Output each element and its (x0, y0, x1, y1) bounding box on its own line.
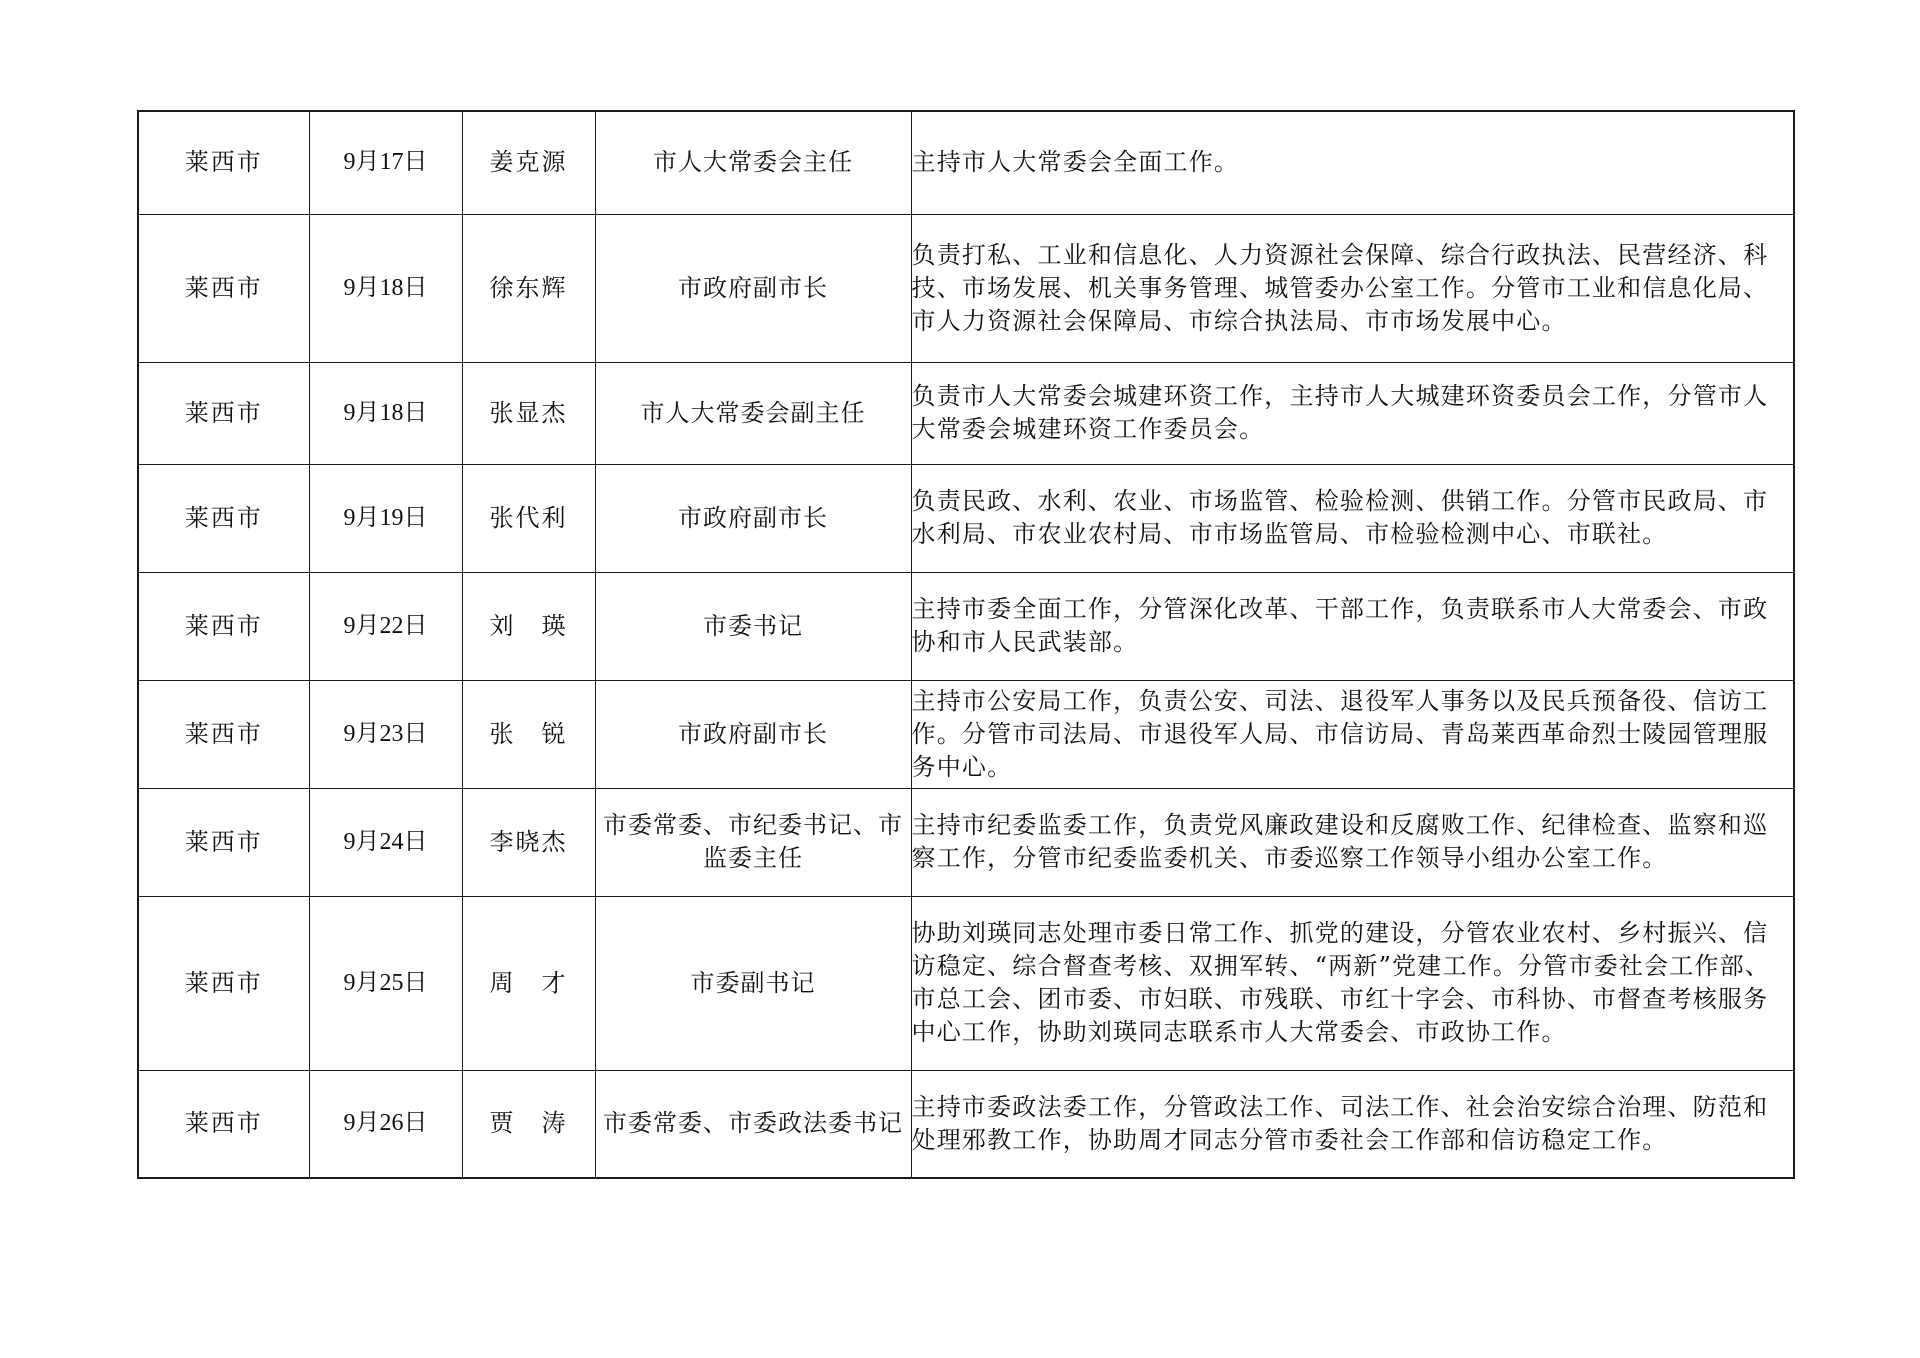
post-cell: 市委常委、市委政法委书记 (595, 1070, 911, 1178)
city-cell: 莱西市 (138, 680, 309, 788)
duties-cell: 协助刘瑛同志处理市委日常工作、抓党的建设，分管农业农村、乡村振兴、信访稳定、综合督查考核、双拥军转、“两新”党建工作。分管市委社会工作部、市总工会、团市委、市妇联、市残联、市红十字会、市科协、市督查考核服务中心工作，协助刘瑛同志联系市人大常委会、市政协工作。 (911, 896, 1794, 1070)
date-cell: 9月24日 (309, 788, 462, 896)
city-cell: 莱西市 (138, 896, 309, 1070)
post-cell: 市政府副市长 (595, 680, 911, 788)
duties-cell: 负责打私、工业和信息化、人力资源社会保障、综合行政执法、民营经济、科技、市场发展、机关事务管理、城管委办公室工作。分管市工业和信息化局、市人力资源社会保障局、市综合执法局、市市场发展中心。 (911, 214, 1794, 362)
date-cell: 9月18日 (309, 214, 462, 362)
name-cell: 张 锐 (462, 680, 595, 788)
city-cell: 莱西市 (138, 464, 309, 572)
post-cell: 市委常委、市纪委书记、市监委主任 (595, 788, 911, 896)
table-row (138, 788, 1794, 896)
name-cell: 贾 涛 (462, 1070, 595, 1178)
post-cell: 市委副书记 (595, 896, 911, 1070)
table-row (138, 896, 1794, 1070)
name-cell: 徐东辉 (462, 214, 595, 362)
name-cell: 张代利 (462, 464, 595, 572)
post-cell: 市人大常委会副主任 (595, 362, 911, 464)
city-cell: 莱西市 (138, 214, 309, 362)
post-cell: 市政府副市长 (595, 464, 911, 572)
city-cell: 莱西市 (138, 788, 309, 896)
date-cell: 9月25日 (309, 896, 462, 1070)
date-cell: 9月18日 (309, 362, 462, 464)
duties-cell: 负责民政、水利、农业、市场监管、检验检测、供销工作。分管市民政局、市水利局、市农业农村局、市市场监管局、市检验检测中心、市联社。 (911, 464, 1794, 572)
table-row (138, 680, 1794, 788)
table-row (138, 214, 1794, 362)
schedule-sheet (137, 110, 1793, 1179)
table-row (138, 111, 1794, 214)
date-cell: 9月26日 (309, 1070, 462, 1178)
officials-schedule-table (137, 110, 1795, 1179)
post-cell: 市人大常委会主任 (595, 111, 911, 214)
duties-cell: 主持市纪委监委工作，负责党风廉政建设和反腐败工作、纪律检查、监察和巡察工作，分管市纪委监委机关、市委巡察工作领导小组办公室工作。 (911, 788, 1794, 896)
name-cell: 张显杰 (462, 362, 595, 464)
city-cell: 莱西市 (138, 362, 309, 464)
duties-cell: 主持市委全面工作，分管深化改革、干部工作，负责联系市人大常委会、市政协和市人民武装部。 (911, 572, 1794, 680)
city-cell: 莱西市 (138, 1070, 309, 1178)
name-cell: 李晓杰 (462, 788, 595, 896)
table-row (138, 464, 1794, 572)
post-cell: 市政府副市长 (595, 214, 911, 362)
duties-cell: 主持市人大常委会全面工作。 (911, 111, 1794, 214)
duties-cell: 负责市人大常委会城建环资工作，主持市人大城建环资委员会工作，分管市人大常委会城建环资工作委员会。 (911, 362, 1794, 464)
table-row (138, 362, 1794, 464)
name-cell: 刘 瑛 (462, 572, 595, 680)
date-cell: 9月23日 (309, 680, 462, 788)
date-cell: 9月17日 (309, 111, 462, 214)
name-cell: 周 才 (462, 896, 595, 1070)
date-cell: 9月19日 (309, 464, 462, 572)
city-cell: 莱西市 (138, 572, 309, 680)
date-cell: 9月22日 (309, 572, 462, 680)
name-cell: 姜克源 (462, 111, 595, 214)
table-row (138, 572, 1794, 680)
duties-cell: 主持市委政法委工作，分管政法工作、司法工作、社会治安综合治理、防范和处理邪教工作，协助周才同志分管市委社会工作部和信访稳定工作。 (911, 1070, 1794, 1178)
table-row (138, 1070, 1794, 1178)
post-cell: 市委书记 (595, 572, 911, 680)
duties-cell: 主持市公安局工作，负责公安、司法、退役军人事务以及民兵预备役、信访工作。分管市司法局、市退役军人局、市信访局、青岛莱西革命烈士陵园管理服务中心。 (911, 680, 1794, 788)
city-cell: 莱西市 (138, 111, 309, 214)
